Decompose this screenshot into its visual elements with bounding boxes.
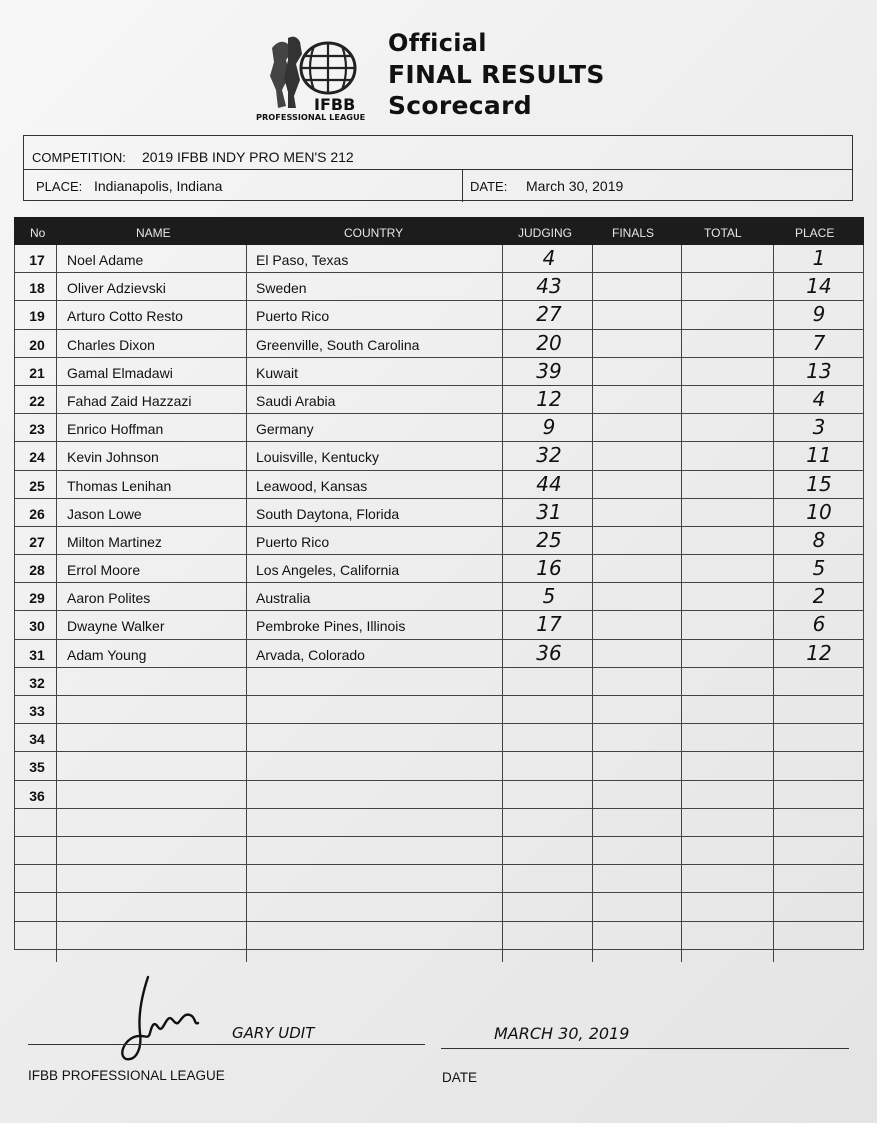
cell-place: 5 [812, 556, 826, 581]
place-value: Indianapolis, Indiana [94, 178, 223, 194]
col-header-finals: FINALS [612, 226, 655, 240]
table-body [14, 245, 864, 950]
cell-country: Australia [256, 590, 311, 607]
table-row [15, 358, 863, 386]
table-row [15, 922, 863, 950]
cell-number: 25 [29, 477, 45, 494]
cell-country: Saudi Arabia [256, 392, 336, 409]
table-row [15, 696, 863, 724]
cell-number: 26 [29, 505, 45, 522]
table-row [15, 527, 863, 555]
cell-name: Gamal Elmadawi [67, 364, 173, 381]
cell-judging: 43 [536, 274, 562, 299]
cell-place: 9 [812, 302, 826, 327]
cell-country: Puerto Rico [256, 308, 330, 325]
cell-place: 14 [806, 274, 832, 299]
table-row [15, 499, 863, 527]
table-row [15, 611, 863, 639]
table-row [15, 837, 863, 865]
date-line [441, 1048, 849, 1049]
cell-name: Adam Young [67, 646, 147, 663]
table-row [15, 555, 863, 583]
cell-place: 15 [806, 471, 832, 496]
date-handwritten: MARCH 30, 2019 [494, 1024, 630, 1043]
competition-row [24, 136, 852, 170]
table-row [15, 640, 863, 668]
cell-country: South Daytona, Florida [256, 505, 400, 522]
cell-name: Arturo Cotto Resto [67, 308, 183, 325]
cell-judging: 25 [536, 527, 562, 552]
table-row [15, 245, 863, 273]
cell-name: Enrico Hoffman [67, 421, 164, 438]
cell-judging: 12 [536, 386, 562, 411]
table-row [15, 724, 863, 752]
col-header-judging: JUDGING [518, 226, 572, 240]
cell-name: Charles Dixon [67, 336, 155, 353]
page-title [388, 28, 605, 121]
cell-number: 30 [29, 618, 45, 635]
col-header-country: COUNTRY [344, 226, 404, 240]
cell-name: Aaron Polites [67, 590, 151, 607]
place-date-row [24, 170, 852, 202]
cell-number: 17 [29, 252, 45, 268]
cell-number: 28 [29, 562, 45, 579]
cell-country: Kuwait [256, 364, 299, 381]
date-label: DATE: [470, 179, 508, 194]
cell-country: El Paso, Texas [256, 252, 349, 268]
cell-place: 10 [806, 499, 832, 524]
cell-number: 29 [29, 590, 45, 607]
cell-judging: 16 [536, 556, 562, 581]
cell-number: 27 [29, 533, 45, 550]
signature-line [28, 1044, 425, 1045]
cell-judging: 27 [536, 302, 562, 327]
cell-number: 23 [29, 421, 45, 438]
cell-place: 8 [812, 527, 826, 552]
cell-place: 3 [812, 415, 826, 440]
title-line-scorecard: Scorecard [388, 91, 532, 120]
table-row [15, 752, 863, 780]
cell-place: 13 [806, 358, 832, 383]
cell-name: Kevin Johnson [67, 449, 159, 466]
cell-judging: 5 [542, 584, 556, 609]
competition-label: COMPETITION: [32, 150, 126, 165]
place-label: PLACE: [36, 179, 83, 194]
cell-number: 36 [29, 787, 45, 804]
cell-number: 34 [29, 731, 45, 748]
signer-name-handwritten: GARY UDIT [232, 1024, 315, 1042]
table-row [15, 330, 863, 358]
cell-number: 33 [29, 703, 45, 719]
col-header-no: No [30, 226, 46, 240]
logo-league-text: PROFESSIONAL LEAGUE [256, 112, 366, 122]
cell-name: Thomas Lenihan [67, 477, 172, 494]
col-divider [592, 245, 593, 962]
cell-country: Los Angeles, California [256, 562, 400, 579]
cell-place: 7 [812, 330, 826, 355]
table-row [15, 301, 863, 329]
cell-number: 20 [29, 336, 45, 353]
cell-country: Louisville, Kentucky [256, 449, 379, 466]
results-table [14, 217, 864, 950]
logo-ifbb-text: IFBB [314, 95, 356, 114]
cell-country: Puerto Rico [256, 533, 330, 550]
cell-number: 32 [29, 674, 45, 691]
cell-number: 18 [29, 280, 45, 297]
cell-country: Germany [256, 421, 314, 438]
col-divider [246, 245, 247, 962]
signature-graphic [118, 975, 200, 1063]
cell-place: 1 [812, 246, 826, 270]
cell-judging: 17 [536, 612, 562, 637]
table-row [15, 781, 863, 809]
table-row [15, 273, 863, 301]
cell-number: 24 [29, 449, 45, 466]
date-value: March 30, 2019 [526, 178, 624, 194]
title-line-final-results: FINAL RESULTS [388, 60, 605, 89]
cell-judging: 32 [536, 443, 562, 468]
cell-name: Dwayne Walker [67, 618, 165, 635]
cell-number: 31 [29, 646, 45, 663]
cell-place: 11 [806, 443, 832, 468]
cell-country: Leawood, Kansas [256, 477, 368, 494]
cell-country: Arvada, Colorado [256, 646, 365, 663]
table-row [15, 583, 863, 611]
cell-place: 2 [812, 584, 826, 609]
col-divider [502, 245, 503, 962]
cell-judging: 9 [542, 415, 556, 440]
cell-name: Errol Moore [67, 562, 141, 579]
col-divider [56, 245, 57, 962]
cell-name: Milton Martinez [67, 533, 162, 550]
cell-place: 12 [806, 640, 832, 665]
table-row [15, 386, 863, 414]
col-header-total: TOTAL [704, 226, 742, 240]
table-row [15, 668, 863, 696]
cell-number: 19 [29, 308, 45, 325]
cell-number: 21 [29, 364, 45, 381]
col-header-name: NAME [136, 226, 171, 240]
col-divider [681, 245, 682, 962]
table-header [14, 217, 864, 245]
table-row [15, 442, 863, 470]
cell-place: 4 [812, 386, 826, 411]
table-row [15, 414, 863, 442]
cell-country: Pembroke Pines, Illinois [256, 618, 406, 635]
cell-judging: 4 [542, 246, 556, 270]
cell-name: Oliver Adzievski [67, 280, 166, 297]
cell-name: Fahad Zaid Hazzazi [67, 392, 192, 409]
info-divider [462, 170, 463, 202]
cell-judging: 44 [536, 471, 562, 496]
cell-country: Sweden [256, 280, 307, 297]
org-label: IFBB PROFESSIONAL LEAGUE [28, 1068, 225, 1083]
col-header-place: PLACE [795, 226, 835, 240]
cell-judging: 31 [536, 499, 562, 524]
competition-value: 2019 IFBB INDY PRO MEN'S 212 [142, 149, 354, 165]
cell-number: 35 [29, 759, 45, 776]
competition-info-box [23, 135, 853, 201]
cell-country: Greenville, South Carolina [256, 336, 420, 353]
table-row [15, 471, 863, 499]
col-divider [773, 245, 774, 962]
footer-date-label: DATE [442, 1070, 478, 1085]
cell-name: Noel Adame [67, 252, 144, 268]
cell-name: Jason Lowe [67, 505, 142, 522]
table-row [15, 893, 863, 921]
cell-place: 6 [812, 612, 826, 637]
cell-judging: 20 [536, 330, 562, 355]
cell-judging: 36 [536, 640, 562, 665]
cell-judging: 39 [536, 358, 562, 383]
ifbb-logo-icon [252, 30, 376, 122]
cell-number: 22 [29, 392, 45, 409]
table-row [15, 809, 863, 837]
table-row [15, 865, 863, 893]
title-line-official: Official [388, 29, 487, 57]
